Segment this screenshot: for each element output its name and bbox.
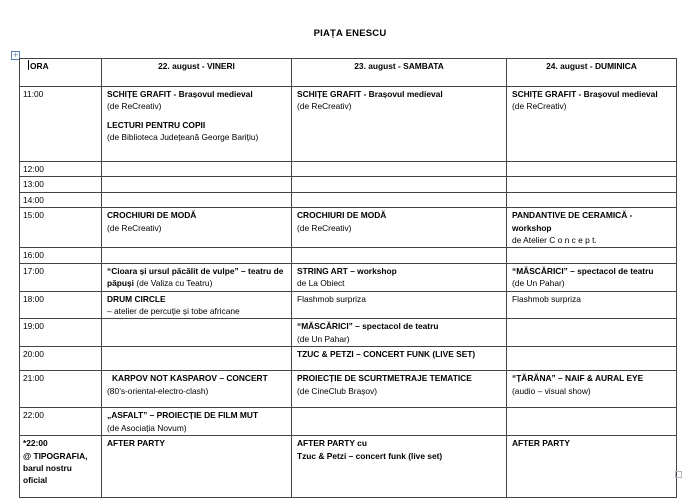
event-subtitle: (de CineClub Brașov) [297, 385, 378, 396]
event-cell [292, 177, 507, 192]
header-day-24: 24. august - DUMINICA [507, 59, 677, 87]
event-cell [102, 162, 292, 177]
event-cell [102, 347, 292, 371]
event-title: workshop [512, 222, 552, 233]
event-subtitle: (de ReCreativ) [297, 101, 352, 112]
page-title: PIAȚA ENESCU [313, 28, 387, 39]
time-line: *22:00 [23, 438, 48, 449]
event-title: AFTER PARTY [107, 438, 166, 449]
event-cell [507, 436, 677, 498]
event-cell [102, 208, 292, 248]
time-cell: 15:00 [20, 208, 102, 248]
event-title: “MĂSCĂRICI” – spectacol de teatru [297, 321, 439, 332]
event-subtitle: (de Biblioteca Județeană George Barițiu) [107, 132, 259, 143]
event-cell [292, 248, 507, 263]
event-title: LECTURI PENTRU COPII [107, 119, 206, 130]
table-row [20, 408, 677, 436]
event-title: “ȚĂRĂNA” – NAIF & AURAL EYE [512, 373, 644, 384]
time-cell: 12:00 [20, 162, 102, 177]
event-title: „ASFALT” – PROIECȚIE DE FILM MUT [107, 410, 259, 421]
event-title: CROCHIURI DE MODĂ [107, 210, 197, 221]
event-cell [507, 208, 677, 248]
schedule-table [19, 58, 677, 498]
event-cell [507, 291, 677, 319]
table-row [20, 436, 677, 498]
event-cell [507, 177, 677, 192]
table-resize-handle-icon[interactable] [675, 471, 682, 478]
table-move-handle-icon[interactable]: + [12, 51, 19, 59]
table-row [20, 347, 677, 371]
event-cell [292, 408, 507, 436]
time-line: @ TIPOGRAFIA, [23, 450, 88, 461]
event-subtitle: (de ReCreativ) [107, 101, 162, 112]
event-cell [102, 87, 292, 162]
event-title: PROIECȚIE DE SCURTMETRAJE TEMATICE [297, 373, 472, 384]
event-subtitle: – atelier de percuție și tobe africane [107, 306, 240, 317]
time-cell [20, 436, 102, 498]
event-subtitle: (de Asociația Novum) [107, 422, 187, 433]
event-cell [292, 162, 507, 177]
event-title: PANDANTIVE DE CERAMICĂ - [512, 210, 633, 221]
event-cell [102, 291, 292, 319]
event-subtitle: Flashmob surpriza [512, 293, 581, 304]
time-cell: 20:00 [20, 347, 102, 371]
header-day-22: 22. august - VINERI [102, 59, 292, 87]
event-subtitle: Flashmob surpriza [297, 293, 366, 304]
table-row [20, 162, 677, 177]
event-cell [507, 192, 677, 207]
event-subtitle: de La Obiect [297, 278, 345, 289]
event-cell [102, 408, 292, 436]
event-cell [292, 371, 507, 408]
event-title: KARPOV NOT KASPAROV – CONCERT [112, 373, 268, 384]
event-cell [507, 319, 677, 347]
event-cell [102, 436, 292, 498]
event-cell [102, 319, 292, 347]
event-title: SCHIȚE GRAFIT - Brașovul medieval [107, 89, 253, 99]
event-subtitle: (de Un Pahar) [512, 278, 565, 289]
text-cursor [28, 60, 29, 70]
event-title: DRUM CIRCLE [107, 293, 166, 304]
table-row [20, 291, 677, 319]
event-subtitle: (de ReCreativ) [297, 222, 352, 233]
event-subtitle: (de ReCreativ) [512, 101, 567, 112]
event-cell [102, 371, 292, 408]
event-title: AFTER PARTY cu [297, 438, 367, 449]
table-row [20, 371, 677, 408]
event-cell [102, 248, 292, 263]
event-cell [507, 162, 677, 177]
event-subtitle: (de ReCreativ) [107, 222, 162, 233]
table-row [20, 208, 677, 248]
event-cell [507, 347, 677, 371]
event-cell [292, 347, 507, 371]
event-subtitle: (80’s-oriental-electro-clash) [107, 385, 209, 396]
event-cell [292, 291, 507, 319]
event-cell [507, 248, 677, 263]
event-title: “MĂSCĂRICI” – spectacol de teatru [512, 265, 654, 276]
event-cell [507, 87, 677, 162]
table-row [20, 248, 677, 263]
event-title: AFTER PARTY [512, 438, 571, 449]
time-cell: 18:00 [20, 291, 102, 319]
event-cell [507, 408, 677, 436]
event-subtitle: (de Un Pahar) [297, 333, 350, 344]
event-cell [507, 263, 677, 291]
time-line: barul nostru [23, 462, 72, 473]
time-cell: 17:00 [20, 263, 102, 291]
time-line: oficial [23, 475, 48, 486]
event-cell [102, 177, 292, 192]
event-title: SCHIȚE GRAFIT - Brașovul medieval [297, 89, 443, 99]
table-row [20, 177, 677, 192]
table-row [20, 192, 677, 207]
event-cell [507, 371, 677, 408]
event-cell [292, 436, 507, 498]
event-cell [292, 319, 507, 347]
table-row [20, 263, 677, 291]
event-title: SCHIȚE GRAFIT - Brașovul medieval [512, 89, 658, 99]
event-subtitle: de Atelier C o n c e p t. [512, 235, 597, 246]
event-title: CROCHIURI DE MODĂ [297, 210, 387, 221]
event-cell [102, 192, 292, 207]
time-cell: 11:00 [20, 87, 102, 162]
event-title: Tzuc & Petzi – concert funk (live set) [297, 450, 443, 461]
time-cell: 14:00 [20, 192, 102, 207]
event-title: TZUC & PETZI – CONCERT FUNK (LIVE SET) [297, 349, 476, 360]
event-cell [102, 263, 292, 291]
event-title: “Cioara și ursul păcălit de vulpe” – teatru de păpuși [107, 265, 284, 289]
table-header-row [20, 59, 677, 87]
table-row [20, 87, 677, 162]
event-cell [292, 208, 507, 248]
event-cell [292, 192, 507, 207]
header-day-23: 23. august - SAMBATA [292, 59, 507, 87]
table-row [20, 319, 677, 347]
header-ora [20, 59, 102, 87]
event-subtitle: (de Valiza cu Teatru) [136, 278, 213, 289]
event-cell [292, 263, 507, 291]
event-subtitle: (audio – visual show) [512, 385, 591, 396]
time-cell: 19:00 [20, 319, 102, 347]
time-cell: 21:00 [20, 371, 102, 408]
event-title: STRING ART – workshop [297, 265, 397, 276]
header-ora-label: ORA [30, 61, 49, 71]
time-cell: 22:00 [20, 408, 102, 436]
time-cell: 13:00 [20, 177, 102, 192]
time-cell: 16:00 [20, 248, 102, 263]
event-cell [292, 87, 507, 162]
